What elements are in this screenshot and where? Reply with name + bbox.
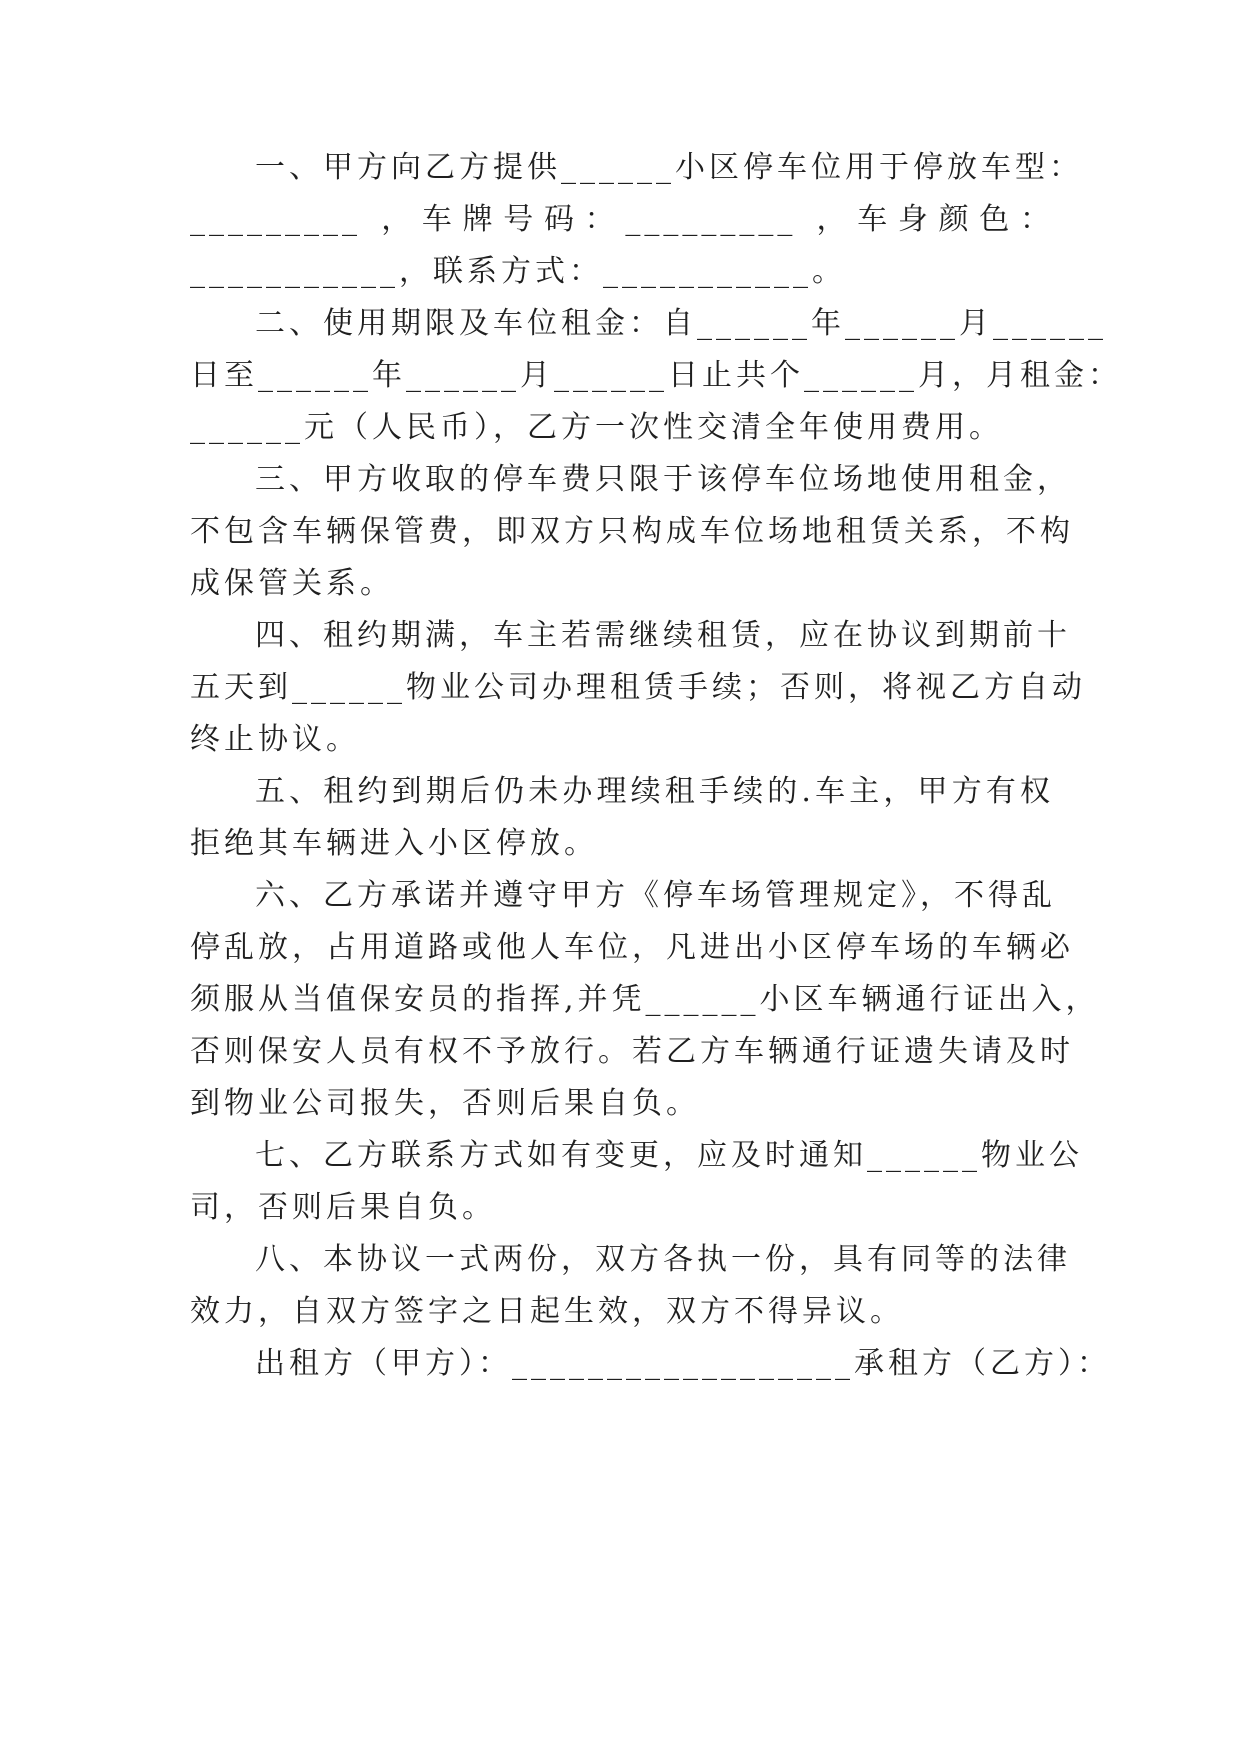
clause-1-line-1: 一、甲方向乙方提供______小区停车位用于停放车型：	[255, 150, 1083, 185]
clause-6-line-3: 须服从当值保安员的指挥,并凭______小区车辆通行证出入，	[190, 982, 1100, 1017]
clause-7-line-2: 司，否则后果自负。	[190, 1190, 496, 1225]
clause-2-line-2: 日至______年______月______日止共个______月，月租金：	[190, 358, 1122, 393]
clause-4-line-3: 终止协议。	[190, 722, 360, 757]
clause-5-line-1: 五、租约到期后仍未办理续租手续的.车主，甲方有权	[255, 774, 1054, 809]
clause-6-line-5: 到物业公司报失，否则后果自负。	[190, 1086, 700, 1121]
clause-6-line-4: 否则保安人员有权不予放行。若乙方车辆通行证遗失请及时	[190, 1034, 1074, 1069]
clause-3-line-3: 成保管关系。	[190, 566, 394, 601]
clause-4-line-2: 五天到______物业公司办理租赁手续；否则，将视乙方自动	[190, 670, 1086, 705]
signature-line: 出租方（甲方）：__________________承租方（乙方）：	[255, 1346, 1111, 1381]
clause-1-line-3: ___________，联系方式：___________。	[190, 254, 846, 289]
clause-1-line-2: _________ ，车牌号码：_________ ，车身颜色：	[190, 202, 1054, 237]
clause-7-line-1: 七、乙方联系方式如有变更，应及时通知______物业公	[255, 1138, 1083, 1173]
clause-2-line-3: ______元（人民币），乙方一次性交清全年使用费用。	[190, 410, 1003, 445]
clause-6-line-2: 停乱放，占用道路或他人车位，凡进出小区停车场的车辆必	[190, 930, 1074, 965]
clause-3-line-1: 三、甲方收取的停车费只限于该停车位场地使用租金，	[255, 462, 1071, 497]
clause-2-line-1: 二、使用期限及车位租金：自______年______月______	[255, 306, 1107, 341]
clause-4-line-1: 四、租约期满，车主若需继续租赁，应在协议到期前十	[255, 618, 1071, 653]
clause-5-line-2: 拒绝其车辆进入小区停放。	[190, 826, 598, 861]
clause-8-line-2: 效力，自双方签字之日起生效，双方不得异议。	[190, 1294, 904, 1329]
clause-3-line-2: 不包含车辆保管费，即双方只构成车位场地租赁关系，不构	[190, 514, 1074, 549]
clause-8-line-1: 八、本协议一式两份，双方各执一份，具有同等的法律	[255, 1242, 1071, 1277]
clause-6-line-1: 六、乙方承诺并遵守甲方《停车场管理规定》，不得乱	[255, 878, 1056, 913]
